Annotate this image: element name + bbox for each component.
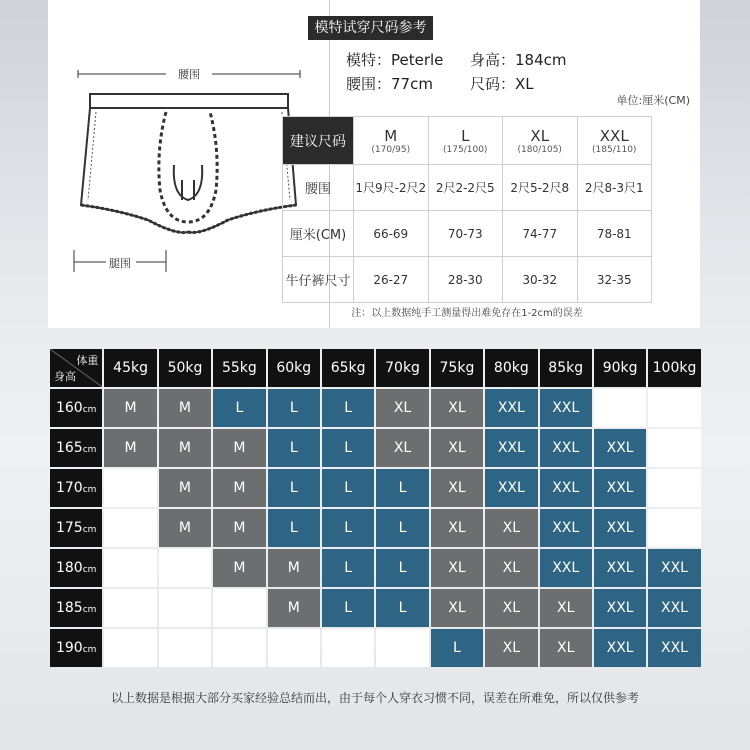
size-col-l: L (175/100) — [428, 117, 503, 165]
height-header: 175cm — [50, 509, 102, 547]
size-recommendation-cell: M — [213, 429, 265, 467]
size-recommendation-cell: L — [268, 509, 320, 547]
size-recommendation-cell: XL — [485, 589, 537, 627]
size-cell: 26-27 — [354, 257, 429, 303]
row-label-jeans: 牛仔裤尺寸 — [283, 257, 354, 303]
weight-height-chart — [48, 347, 703, 669]
height-header: 185cm — [50, 589, 102, 627]
size-cell: 70-73 — [428, 211, 503, 257]
size-recommendation-cell: M — [268, 549, 320, 587]
size-recommendation-cell: M — [159, 429, 211, 467]
size-recommendation-cell — [322, 629, 374, 667]
size-recommendation-cell — [213, 589, 265, 627]
size-cell: 66-69 — [354, 211, 429, 257]
weight-header: 55kg — [213, 349, 265, 387]
size-recommendation-cell: XL — [431, 429, 483, 467]
weight-header: 60kg — [268, 349, 320, 387]
height-header: 190cm — [50, 629, 102, 667]
corner-header — [50, 349, 102, 387]
size-recommendation-cell: L — [376, 509, 428, 547]
model-size: 尺码：XL — [470, 75, 534, 93]
size-cell: 30-32 — [503, 257, 578, 303]
size-recommendation-cell: L — [376, 549, 428, 587]
height-header: 180cm — [50, 549, 102, 587]
size-recommendation-cell — [159, 629, 211, 667]
size-recommendation-cell — [159, 549, 211, 587]
size-recommendation-cell: XL — [540, 629, 592, 667]
size-recommendation-cell: M — [213, 549, 265, 587]
weight-header: 75kg — [431, 349, 483, 387]
weight-header: 65kg — [322, 349, 374, 387]
size-recommendation-cell: XL — [431, 389, 483, 427]
size-table — [282, 116, 652, 303]
size-recommendation-cell — [268, 629, 320, 667]
weight-header: 80kg — [485, 349, 537, 387]
size-recommendation-cell — [159, 589, 211, 627]
weight-header: 85kg — [540, 349, 592, 387]
size-recommendation-cell: XL — [431, 469, 483, 507]
size-recommendation-cell: L — [322, 509, 374, 547]
size-recommendation-cell — [376, 629, 428, 667]
size-recommendation-cell — [104, 549, 156, 587]
size-recommendation-cell: XL — [431, 589, 483, 627]
model-info-title: 模特试穿尺码参考 — [308, 16, 433, 40]
size-cell: 1尺9尺-2尺2 — [354, 165, 429, 211]
size-recommendation-cell: L — [376, 589, 428, 627]
disclaimer: 以上数据是根据大部分买家经验总结而出，由于每个人穿衣习惯不同，误差在所难免，所以仅供参考 — [110, 691, 639, 705]
size-recommendation-cell: XL — [485, 509, 537, 547]
size-recommendation-cell — [648, 509, 700, 547]
size-recommendation-cell: L — [376, 469, 428, 507]
size-recommendation-cell: L — [322, 589, 374, 627]
model-height: 身高：184cm — [470, 51, 567, 69]
size-recommendation-cell: XXL — [594, 509, 646, 547]
size-cell: 32-35 — [577, 257, 652, 303]
size-recommendation-cell: XXL — [594, 629, 646, 667]
size-recommendation-cell: XL — [485, 549, 537, 587]
size-recommendation-cell: L — [322, 549, 374, 587]
size-recommendation-cell: XXL — [594, 549, 646, 587]
size-recommendation-cell: XXL — [648, 629, 700, 667]
weight-header: 100kg — [648, 349, 700, 387]
size-recommendation-cell — [213, 629, 265, 667]
size-recommendation-cell: M — [104, 389, 156, 427]
weight-axis-label: 体重 — [76, 354, 99, 367]
size-recommendation-cell: M — [213, 509, 265, 547]
height-header: 165cm — [50, 429, 102, 467]
size-recommendation-cell: L — [322, 429, 374, 467]
size-col-xxl: XXL (185/110) — [577, 117, 652, 165]
size-recommendation-cell: XXL — [485, 389, 537, 427]
size-recommendation-cell — [648, 389, 700, 427]
size-recommendation-cell — [594, 389, 646, 427]
size-header-label: 建议尺码 — [283, 117, 354, 165]
size-recommendation-cell — [104, 469, 156, 507]
size-recommendation-cell — [104, 509, 156, 547]
size-recommendation-cell: XL — [540, 589, 592, 627]
size-recommendation-cell: M — [159, 469, 211, 507]
size-col-xl: XL (180/105) — [503, 117, 578, 165]
size-recommendation-cell: XXL — [594, 589, 646, 627]
size-recommendation-cell: L — [322, 469, 374, 507]
height-header: 170cm — [50, 469, 102, 507]
size-recommendation-cell: L — [268, 389, 320, 427]
size-col-m: M (170/95) — [354, 117, 429, 165]
weight-header: 45kg — [104, 349, 156, 387]
size-recommendation-cell — [648, 429, 700, 467]
size-cell: 2尺5-2尺8 — [503, 165, 578, 211]
size-recommendation-cell: XL — [431, 549, 483, 587]
size-recommendation-cell: XL — [376, 389, 428, 427]
size-recommendation-cell: XXL — [485, 469, 537, 507]
size-recommendation-cell: XXL — [594, 469, 646, 507]
model-waist: 腰围：77cm — [346, 75, 433, 93]
size-cell: 2尺2-2尺5 — [428, 165, 503, 211]
size-recommendation-cell: L — [213, 389, 265, 427]
size-recommendation-cell: L — [322, 389, 374, 427]
size-cell: 78-81 — [577, 211, 652, 257]
waist-label: 腰围 — [178, 68, 200, 81]
size-recommendation-cell: XXL — [540, 469, 592, 507]
size-recommendation-cell: M — [159, 509, 211, 547]
size-recommendation-cell: M — [159, 389, 211, 427]
weight-header: 70kg — [376, 349, 428, 387]
size-cell: 74-77 — [503, 211, 578, 257]
size-recommendation-cell: XXL — [540, 509, 592, 547]
height-header: 160cm — [50, 389, 102, 427]
measurement-note: 注：以上数据纯手工测量得出难免存在1-2cm的误差 — [351, 308, 583, 319]
size-recommendation-cell: XXL — [594, 429, 646, 467]
row-label-cm: 厘米(CM) — [283, 211, 354, 257]
size-recommendation-cell: M — [268, 589, 320, 627]
size-recommendation-cell: XL — [431, 509, 483, 547]
size-recommendation-cell: XXL — [648, 549, 700, 587]
size-recommendation-cell: L — [268, 429, 320, 467]
leg-label: 腿围 — [109, 257, 131, 270]
size-cell: 2尺8-3尺1 — [577, 165, 652, 211]
size-recommendation-cell: XL — [376, 429, 428, 467]
size-recommendation-cell: L — [268, 469, 320, 507]
row-label-waist: 腰围 — [283, 165, 354, 211]
weight-header: 90kg — [594, 349, 646, 387]
weight-header: 50kg — [159, 349, 211, 387]
size-recommendation-cell: XXL — [648, 589, 700, 627]
size-recommendation-cell: M — [104, 429, 156, 467]
model-name: 模特：Peterle — [346, 51, 444, 69]
size-recommendation-cell — [104, 629, 156, 667]
height-axis-label: 身高 — [54, 370, 76, 383]
size-recommendation-cell: XXL — [540, 549, 592, 587]
size-recommendation-cell: XL — [485, 629, 537, 667]
size-recommendation-cell: M — [213, 469, 265, 507]
size-recommendation-cell: L — [431, 629, 483, 667]
size-recommendation-cell: XXL — [540, 389, 592, 427]
size-recommendation-cell: XXL — [485, 429, 537, 467]
unit-label: 单位:厘米(CM) — [616, 94, 690, 107]
size-cell: 28-30 — [428, 257, 503, 303]
size-recommendation-cell — [648, 469, 700, 507]
size-recommendation-cell — [104, 589, 156, 627]
size-recommendation-cell: XXL — [540, 429, 592, 467]
